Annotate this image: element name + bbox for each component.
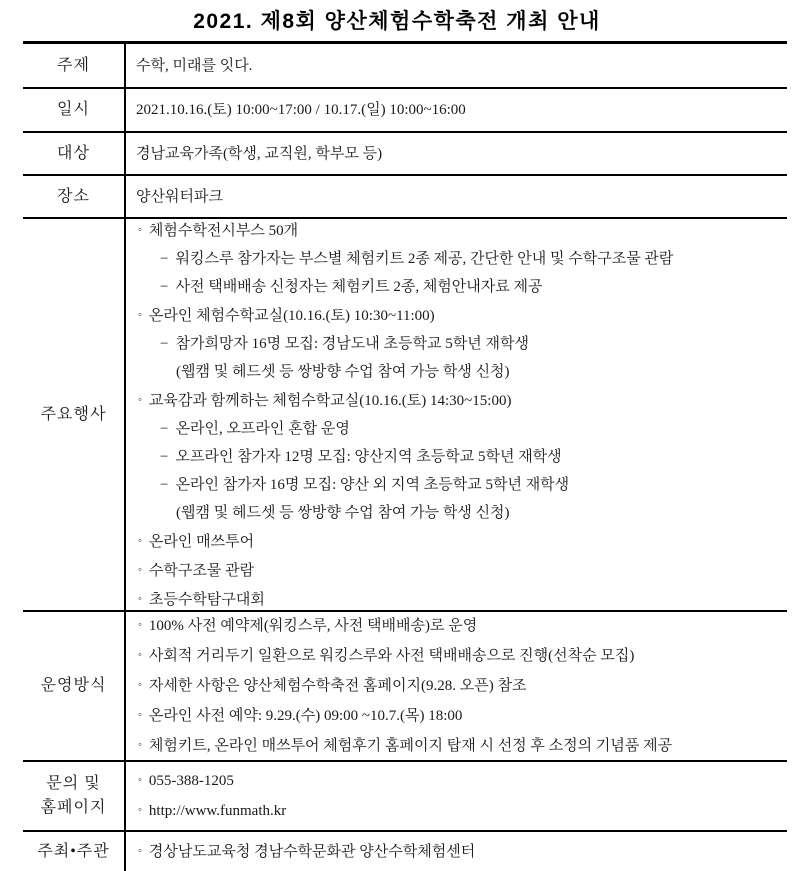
row-text: 경남교육가족(학생, 교직원, 학부모 등) xyxy=(136,145,383,162)
list-item xyxy=(136,731,787,761)
item-text: 수학구조물 관람 xyxy=(148,562,255,579)
row-content-contact xyxy=(126,762,787,830)
table-row-target xyxy=(23,133,787,176)
row-content-main-events xyxy=(126,219,787,610)
row-label-main-events xyxy=(23,219,126,610)
list-item xyxy=(136,443,787,471)
circle-bullet-icon: ◦ xyxy=(138,804,142,816)
row-label-line: 주요행사 xyxy=(40,405,107,423)
list-item xyxy=(136,386,787,415)
row-label-line: 운영방식 xyxy=(40,677,107,694)
item-text: (웹캠 및 헤드셋 등 쌍방향 수업 참여 가능 학생 신청) xyxy=(176,363,510,380)
item-text: 사전 택배배송 신청자는 체험키트 2종, 체험안내자료 제공 xyxy=(175,278,543,295)
row-content-venue xyxy=(126,176,787,217)
list-item xyxy=(136,245,787,273)
circle-bullet-icon: ◦ xyxy=(138,679,142,691)
dash-bullet-icon: − xyxy=(160,335,169,352)
dash-bullet-icon: − xyxy=(160,476,169,493)
row-content-datetime xyxy=(126,89,787,131)
item-text: 055-388-1205 xyxy=(148,773,234,789)
list-item xyxy=(136,796,787,826)
item-text: 참가희망자 16명 모집: 경남도내 초등학교 5학년 재학생 xyxy=(175,335,529,352)
item-text: 100% 사전 예약제(워킹스루, 사전 택배배송)로 운영 xyxy=(148,618,478,634)
row-content-topic xyxy=(126,44,787,87)
item-text: 교육감과 함께하는 체험수학교실(10.16.(토) 14:30~15:00) xyxy=(148,392,512,409)
row-label-operation xyxy=(23,612,126,760)
list-item xyxy=(136,840,787,863)
item-text: (웹캠 및 헤드셋 등 쌍방향 수업 참여 가능 학생 신청) xyxy=(176,504,510,521)
list-item xyxy=(136,585,787,614)
item-text: 체험키트, 온라인 매쓰투어 체험후기 홈페이지 탑재 시 선정 후 소정의 기념품 제공 xyxy=(148,738,673,754)
circle-bullet-icon: ◦ xyxy=(138,393,142,406)
list-item xyxy=(136,301,787,330)
circle-bullet-icon: ◦ xyxy=(138,649,142,661)
list-item xyxy=(136,556,787,585)
row-label-line: 장소 xyxy=(57,187,90,205)
row-label-line: 홈페이지 xyxy=(40,799,107,816)
item-text: 자세한 사항은 양산체험수학축전 홈페이지(9.28. 오픈) 참조 xyxy=(148,678,527,694)
table-row-datetime xyxy=(23,89,787,133)
list-item xyxy=(136,273,787,301)
table-row-venue xyxy=(23,176,787,219)
row-label-line: 주제 xyxy=(57,56,90,74)
list-item xyxy=(136,527,787,556)
circle-bullet-icon: ◦ xyxy=(138,739,142,751)
table-row-contact xyxy=(23,762,787,832)
item-text: 온라인 체험수학교실(10.16.(토) 10:30~11:00) xyxy=(148,307,435,324)
row-content-operation xyxy=(126,612,787,760)
row-label-line: 일시 xyxy=(57,101,90,118)
circle-bullet-icon: ◦ xyxy=(138,308,142,321)
list-item xyxy=(136,415,787,443)
row-text: 2021.10.16.(토) 10:00~17:00 / 10.17.(일) 10:00~16:00 xyxy=(136,102,466,118)
row-label-venue xyxy=(23,176,126,217)
item-text: http://www.funmath.kr xyxy=(148,803,287,819)
list-item xyxy=(136,216,787,245)
row-label-line: 주최•주관 xyxy=(37,842,110,860)
dash-bullet-icon: − xyxy=(160,448,169,465)
announcement-table xyxy=(23,41,787,871)
row-label-host xyxy=(23,832,126,871)
list-item xyxy=(136,330,787,358)
list-item xyxy=(136,611,787,641)
table-row-main-events xyxy=(23,219,787,612)
list-item xyxy=(136,766,787,796)
circle-bullet-icon: ◦ xyxy=(138,774,142,786)
item-text: 온라인, 오프라인 혼합 운영 xyxy=(175,420,350,437)
table-row-topic xyxy=(23,44,787,89)
item-text: 온라인 매쓰투어 xyxy=(148,533,255,550)
circle-bullet-icon: ◦ xyxy=(138,592,142,605)
circle-bullet-icon: ◦ xyxy=(138,223,142,236)
list-item xyxy=(136,499,787,527)
row-content-host xyxy=(126,832,787,871)
table-row-host xyxy=(23,832,787,871)
item-text: 온라인 참가자 16명 모집: 양산 외 지역 초등학교 5학년 재학생 xyxy=(175,476,570,493)
list-item xyxy=(136,358,787,386)
row-label-datetime xyxy=(23,89,126,131)
dash-bullet-icon: − xyxy=(160,278,169,295)
dash-bullet-icon: − xyxy=(160,250,169,267)
circle-bullet-icon: ◦ xyxy=(138,619,142,631)
page-title: 2021. 제8회 양산체험수학축전 개최 안내 xyxy=(193,10,601,33)
row-text: 양산워터파크 xyxy=(136,188,223,205)
circle-bullet-icon: ◦ xyxy=(138,709,142,721)
circle-bullet-icon: ◦ xyxy=(138,534,142,547)
list-item xyxy=(136,471,787,499)
row-content-target xyxy=(126,133,787,174)
circle-bullet-icon: ◦ xyxy=(138,845,142,857)
item-text: 워킹스루 참가자는 부스별 체험키트 2종 제공, 간단한 안내 및 수학구조물 관람 xyxy=(175,250,674,267)
row-label-line: 대상 xyxy=(57,144,90,162)
table-row-operation xyxy=(23,612,787,762)
list-item xyxy=(136,701,787,731)
row-label-target xyxy=(23,133,126,174)
row-label-contact xyxy=(23,762,126,830)
row-label-topic xyxy=(23,44,126,87)
item-text: 초등수학탐구대회 xyxy=(148,591,265,608)
row-text: 수학, 미래를 잇다. xyxy=(136,57,253,74)
item-text: 체험수학전시부스 50개 xyxy=(148,222,299,239)
dash-bullet-icon: − xyxy=(160,420,169,437)
item-text: 사회적 거리두기 일환으로 워킹스루와 사전 택배배송으로 진행(선착순 모집) xyxy=(148,648,635,664)
item-text: 경상남도교육청 경남수학문화관 양산수학체험센터 xyxy=(148,844,476,860)
item-text: 오프라인 참가자 12명 모집: 양산지역 초등학교 5학년 재학생 xyxy=(175,448,562,465)
row-label-line: 문의 및 xyxy=(46,775,101,792)
circle-bullet-icon: ◦ xyxy=(138,563,142,576)
item-text: 온라인 사전 예약: 9.29.(수) 09:00 ~10.7.(목) 18:00 xyxy=(148,708,463,724)
list-item xyxy=(136,671,787,701)
list-item xyxy=(136,641,787,671)
